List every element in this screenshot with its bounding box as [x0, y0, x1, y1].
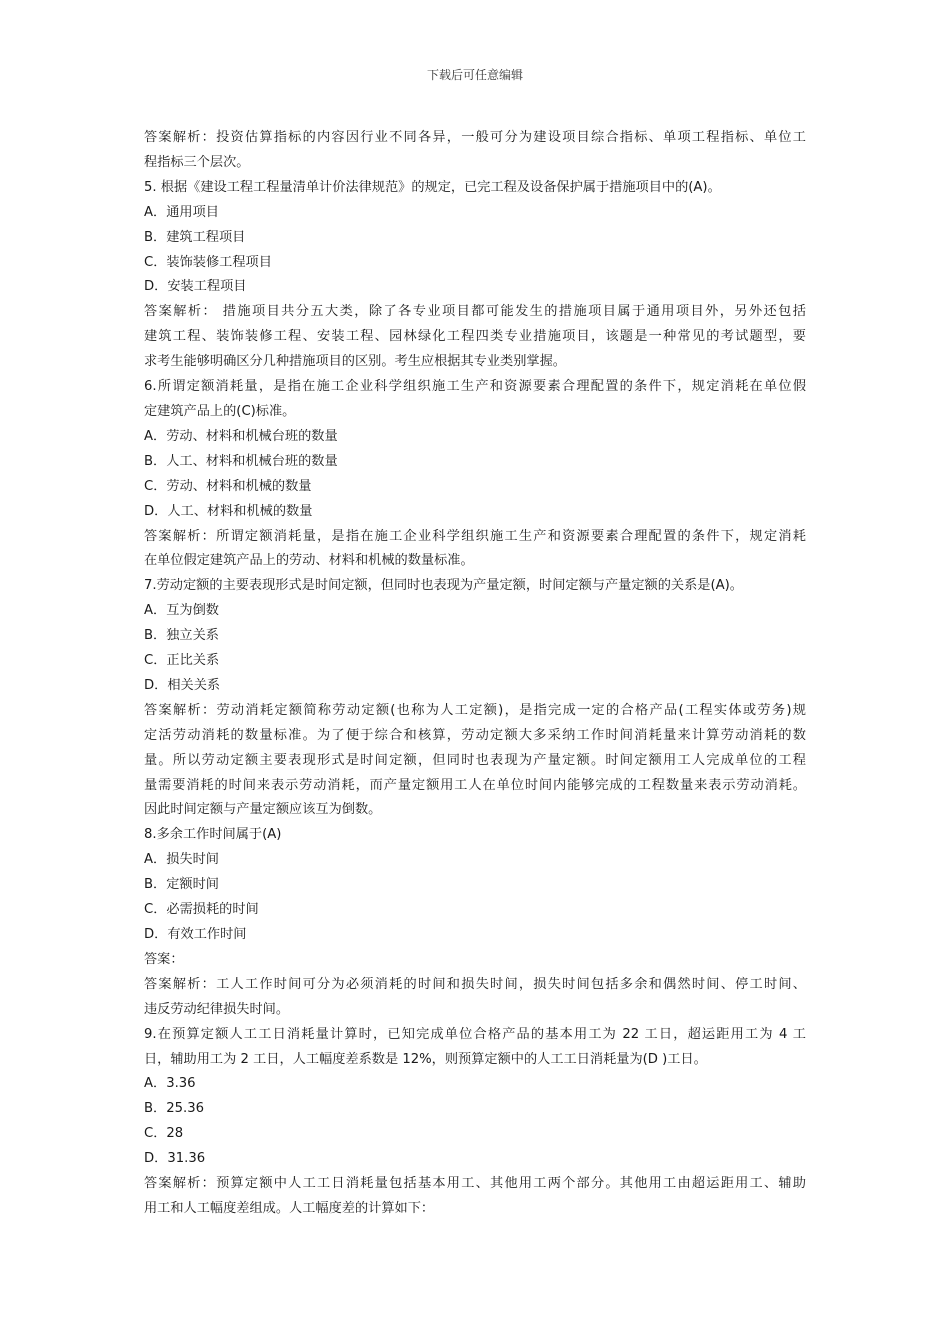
- text-line: C．劳动、材料和机械的数量: [144, 478, 312, 494]
- text-line: 9.在预算定额人工工日消耗量计算时，已知完成单位合格产品的基本用工为 22 工日，超运距用工为 4 工: [144, 1026, 806, 1042]
- text-line: A．互为倒数: [144, 603, 219, 619]
- text-line: 答案：: [144, 951, 184, 967]
- text-line: 答案解析：所谓定额消耗量，是指在施工企业科学组织施工生产和资源要素合理配置的条件下，规定消耗: [144, 528, 806, 544]
- text-line: 用工和人工幅度差组成。人工幅度差的计算如下：: [144, 1200, 435, 1216]
- text-line: B．人工、材料和机械台班的数量: [144, 453, 338, 469]
- text-line: 答案解析：劳动消耗定额简称劳动定额(也称为人工定额)，是指完成一定的合格产品(工程实体或劳务)规: [144, 702, 806, 718]
- text-line: B．建筑工程项目: [144, 229, 246, 245]
- text-line: 7.劳动定额的主要表现形式是时间定额，但同时也表现为产量定额，时间定额与产量定额的关系是(A)。: [144, 578, 743, 594]
- text-line: D．有效工作时间: [144, 927, 247, 942]
- text-line: 程指标三个层次。: [144, 154, 250, 170]
- text-line: D．31.36: [144, 1151, 206, 1167]
- text-line: 定建筑产品上的(C)标准。: [144, 403, 296, 419]
- document-body: [144, 126, 816, 1222]
- text-line: 日，辅助用工为 2 工日，人工幅度差系数是 12%，则预算定额中的人工工日消耗量为(D )工日。: [144, 1051, 707, 1067]
- text-line: 建筑工程、装饰装修工程、安装工程、园林绿化工程四类专业措施项目，该题是一种常见的考试题型，要: [144, 329, 806, 345]
- text-line: C．28: [144, 1126, 184, 1142]
- text-line: 答案解析：投资估算指标的内容因行业不同各异，一般可分为建设项目综合指标、单项工程指标、单位工: [144, 130, 806, 145]
- text-line: 答案解析：预算定额中人工工日消耗量包括基本用工、其他用工两个部分。其他用工由超运距用工、辅助: [144, 1176, 806, 1192]
- text-line: C．必需损耗的时间: [144, 902, 259, 918]
- text-line: A．劳动、材料和机械台班的数量: [144, 428, 338, 444]
- text-line: 违反劳动纪律损失时间。: [144, 1001, 290, 1017]
- text-line: B．独立关系: [144, 628, 219, 644]
- text-line: 答案解析： 措施项目共分五大类，除了各专业项目都可能发生的措施项目属于通用项目外，另外还包括: [144, 304, 806, 320]
- text-line: C．装饰装修工程项目: [144, 254, 272, 270]
- text-line: A．3.36: [144, 1076, 196, 1092]
- text-line: B．25.36: [144, 1101, 204, 1117]
- text-line: 在单位假定建筑产品上的劳动、材料和机械的数量标准。: [144, 553, 474, 569]
- text-line: 量。所以劳动定额主要表现形式是时间定额，但同时也表现为产量定额。时间定额用工人完成单位的工程: [144, 752, 806, 768]
- text-line: A．损失时间: [144, 852, 219, 868]
- text-line: 定活劳动消耗的数量标准。为了便于综合和核算，劳动定额大多采纳工作时间消耗量来计算劳动消耗的数: [144, 727, 806, 743]
- text-line: B．定额时间: [144, 877, 219, 893]
- text-line: A．通用项目: [144, 204, 219, 220]
- text-line: 求考生能够明确区分几种措施项目的区别。考生应根据其专业类别掌握。: [144, 354, 566, 370]
- text-line: 答案解析：工人工作时间可分为必须消耗的时间和损失时间，损失时间包括多余和偶然时间、停工时间、: [144, 976, 806, 992]
- text-line: 因此时间定额与产量定额应该互为倒数。: [144, 802, 382, 818]
- text-line: D．安装工程项目: [144, 279, 247, 295]
- text-line: 8.多余工作时间属于(A): [144, 827, 282, 843]
- page-header: 下载后可任意编辑: [426, 68, 523, 82]
- text-line: 5. 根据《建设工程工程量清单计价法律规范》的规定，已完工程及设备保护属于措施项目中的(A)。: [144, 179, 721, 195]
- text-line: 量需要消耗的时间来表示劳动消耗，而产量定额用工人在单位时间内能够完成的工程数量来表示劳动消耗。: [144, 777, 806, 793]
- text-line: C．正比关系: [144, 653, 220, 669]
- text-line: D．相关关系: [144, 677, 221, 693]
- text-line: D．人工、材料和机械的数量: [144, 503, 313, 519]
- text-line: 6.所谓定额消耗量，是指在施工企业科学组织施工生产和资源要素合理配置的条件下，规定消耗在单位假: [144, 379, 806, 395]
